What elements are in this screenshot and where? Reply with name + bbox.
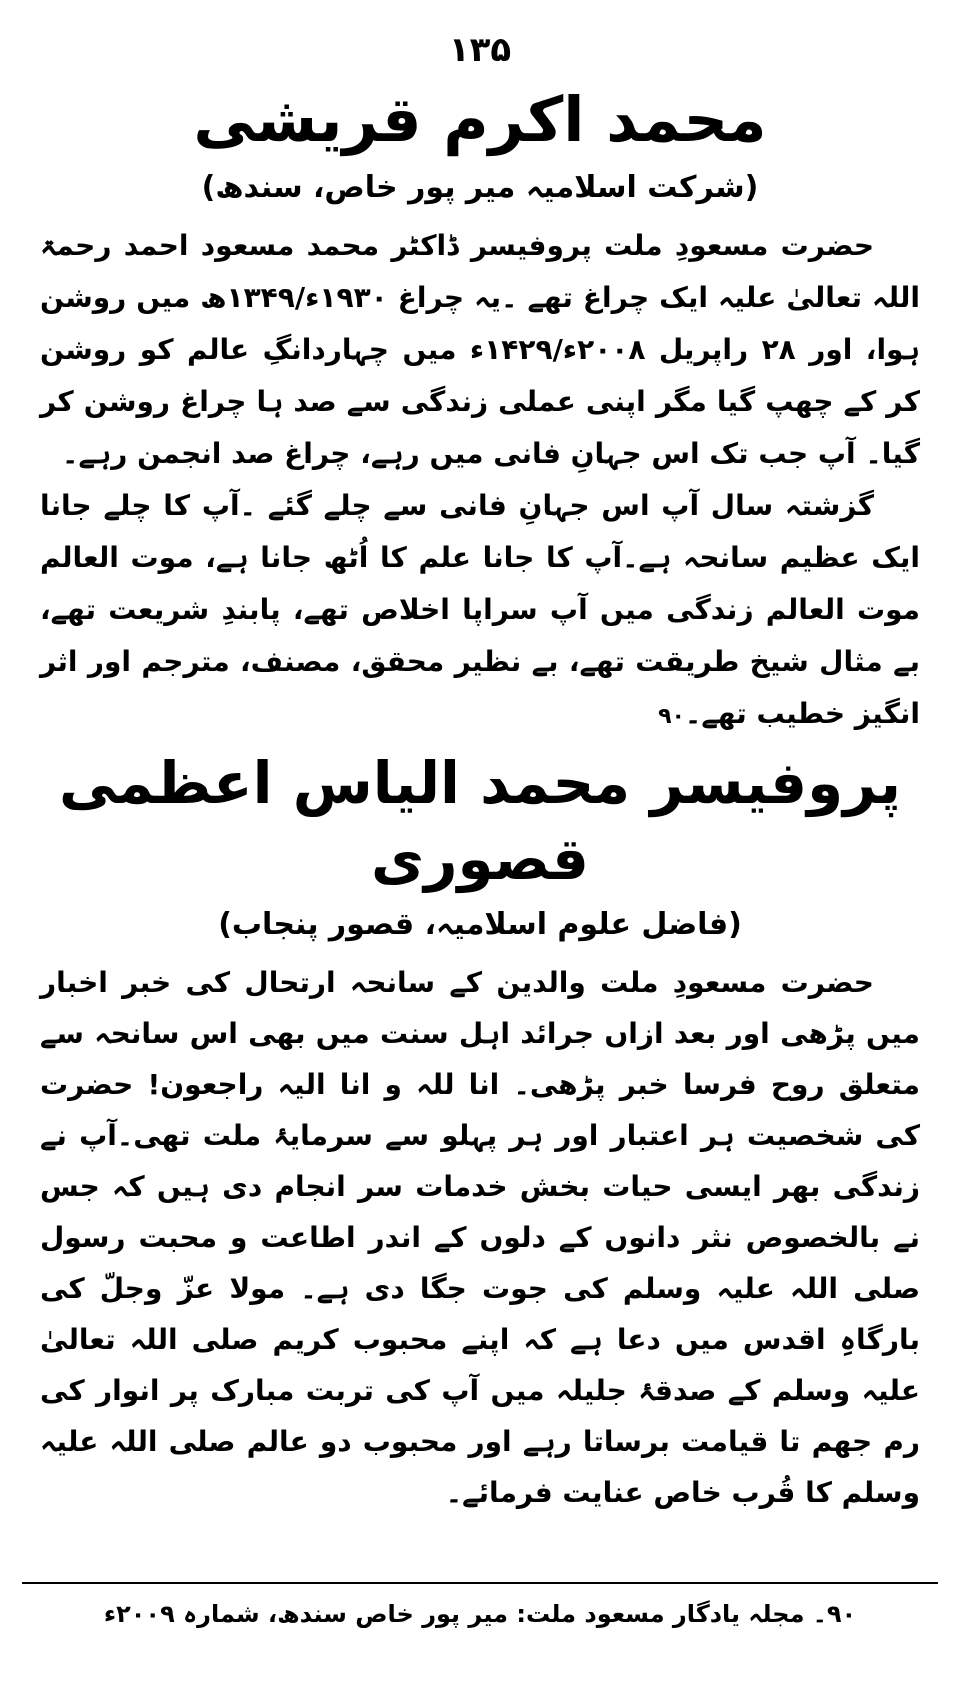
section-subtitle: (شرکت اسلامیہ میر پور خاص، سندھ)	[201, 170, 759, 205]
section-title: محمد اکرم قریشی	[193, 83, 767, 156]
page-number: ۱۳۵	[448, 30, 512, 70]
paragraph: حضرت مسعودِ ملت پروفیسر ڈاکٹر محمد مسعود احمد رحمۃ اللہ تعالیٰ علیہ ایک چراغ تھے ۔یہ چراغ ۱۹۳۰ء/۱۳۴۹ھ میں روشن ہوا، اور ۲۸ راپریل ۲۰۰۸ء/۱۴۲۹ء میں چہاردانگِ عالم کو روشن کر کے چھپ گیا مگر اپنی عملی زندگی سے صد ہا چراغ روشن کر گیا۔ آپ جب تک اس جہانِ فانی میں رہے، چراغ صد انجمن رہے۔	[40, 229, 921, 470]
section-title: پروفیسر محمد الیاس اعظمی قصوری	[58, 749, 902, 893]
paragraph-text: گزشتہ سال آپ اس جہانِ فانی سے چلے گئے ۔آپ کا چلے جانا ایک عظیم سانحہ ہے۔آپ کا جانا علم کا اُٹھ جانا ہے، موت العالم موت العالم زندگی میں آپ سراپا اخلاص تھے، پابندِ شریعت تھے، بے مثال شیخ طریقت تھے، بے نظیر محقق، مصنف، مترجم اور اثر انگیز خطیب تھے۔	[40, 489, 920, 730]
footer-divider	[22, 1582, 938, 1584]
section-subtitle: (فاضل علوم اسلامیہ، قصور پنجاب)	[218, 907, 742, 942]
footnote: ۹۰۔ مجلہ یادگار مسعود ملت: میر پور خاص سندھ، شمارہ ۲۰۰۹ء	[103, 1600, 857, 1628]
paragraph: حضرت مسعودِ ملت والدین کے سانحہ ارتحال کی خبر اخبار میں پڑھی اور بعد ازاں جرائد اہل سنت میں بھی اس سانحہ سے متعلق روح فرسا خبر پڑھی۔ انا للہ و انا الیہ راجعون! حضرت کی شخصیت ہر اعتبار اور ہر پہلو سے سرمایۂ ملت تھی۔آپ نے زندگی بھر ایسی حیات بخش خدمات سر انجام دی ہیں کہ جس نے بالخصوص نثر دانوں کے دلوں کے اندر اطاعت و محبت رسول صلی اللہ علیہ وسلم کی جوت جگا دی ہے۔ مولا عزّ وجلّ کی بارگاہِ اقدس میں دعا ہے کہ اپنے محبوب کریم صلی اللہ تعالیٰ علیہ وسلم کے صدقۂ جلیلہ میں آپ کی تربت مبارک پر انوار کی رم جھم تا قیامت برساتا رہے اور محبوب دو عالم صلی اللہ علیہ وسلم کا قُرب خاص عنایت فرمائے۔	[40, 966, 920, 1509]
section-qureshi	[40, 80, 920, 743]
paragraph	[40, 480, 920, 743]
section-azmi-qasuri	[40, 745, 920, 1518]
footnote-reference: ۹۰	[658, 704, 685, 729]
